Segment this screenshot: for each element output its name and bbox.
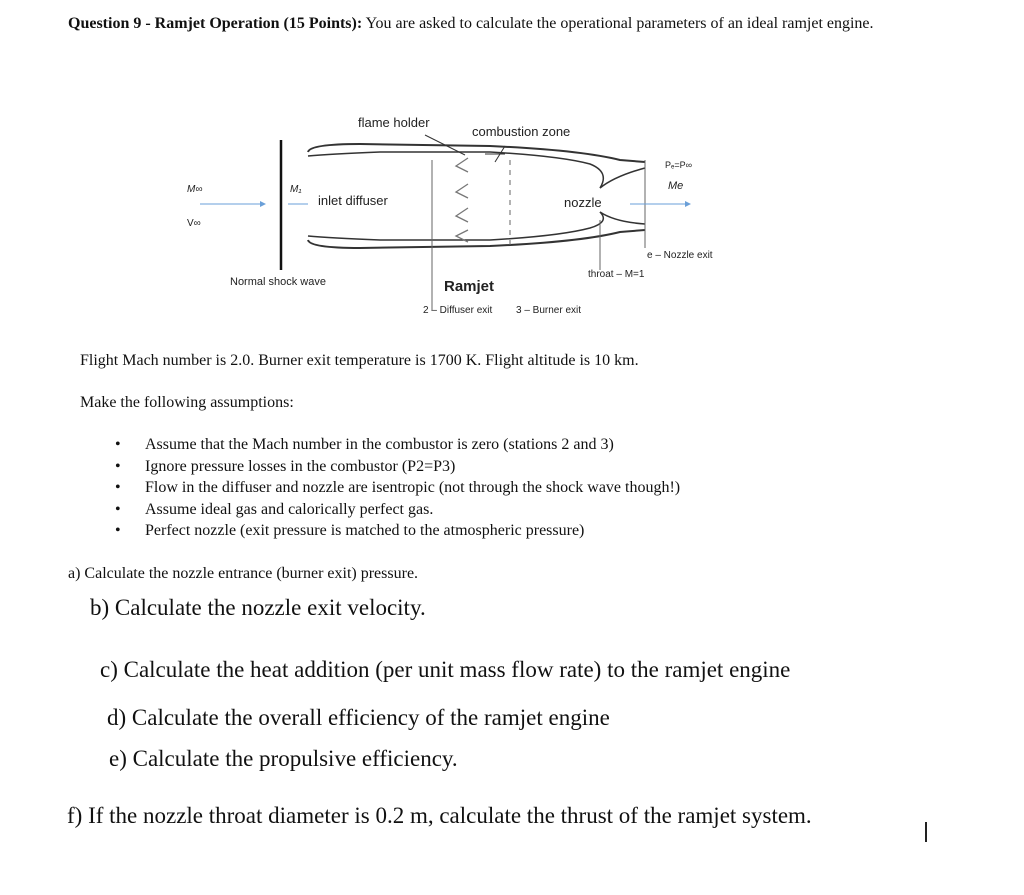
- label-normal-shock: Normal shock wave: [230, 276, 326, 288]
- label-burner-exit: 3 – Burner exit: [516, 305, 582, 316]
- label-nozzle-exit: e – Nozzle exit: [647, 250, 713, 261]
- label-flame-holder: flame holder: [358, 115, 430, 130]
- label-m1: M₁: [290, 184, 302, 195]
- part-b: b) Calculate the nozzle exit velocity.: [90, 595, 426, 620]
- assumptions-list: [110, 434, 680, 542]
- flame-holder: [456, 158, 468, 242]
- bullet-icon: •: [115, 479, 121, 496]
- label-m-inf: M∞: [187, 184, 203, 195]
- bullet-icon: •: [115, 457, 121, 475]
- freestream-arrowhead: [260, 201, 266, 207]
- label-pe-pinf: Pₑ=P∞: [665, 160, 693, 170]
- list-item: • Assume ideal gas and calorically perfect gas.: [110, 499, 680, 521]
- exit-arrowhead: [685, 201, 691, 207]
- label-throat: throat – M=1: [588, 269, 645, 280]
- given-conditions: Flight Mach number is 2.0. Burner exit temperature is 1700 K. Flight altitude is 10 km.: [80, 352, 639, 369]
- bullet-icon: •: [115, 500, 121, 518]
- part-f: f) If the nozzle throat diameter is 0.2 m, calculate the thrust of the ramjet system.: [67, 803, 812, 828]
- label-me: Me: [668, 180, 684, 192]
- assumptions-intro: Make the following assumptions:: [80, 394, 294, 411]
- list-item: • Ignore pressure losses in the combustor (P2=P3): [110, 456, 680, 478]
- ramjet-diagram: [160, 100, 740, 330]
- label-v-inf: V∞: [187, 218, 201, 229]
- part-d: d) Calculate the overall efficiency of the ramjet engine: [107, 705, 610, 730]
- lower-nozzle-lip: [600, 212, 645, 224]
- bullet-icon: •: [115, 522, 121, 539]
- ramjet-schematic: [160, 100, 740, 330]
- text-cursor: [925, 822, 927, 842]
- label-combustion-zone: combustion zone: [472, 124, 571, 139]
- question-title-bold: Question 9 - Ramjet Operation (15 Points):: [68, 15, 363, 32]
- upper-nozzle-lip: [600, 168, 645, 188]
- upper-inner-wall: [308, 152, 603, 188]
- list-item: • Perfect nozzle (exit pressure is matched to the atmospheric pressure): [110, 520, 680, 542]
- label-nozzle: nozzle: [564, 195, 602, 210]
- label-inlet-diffuser: inlet diffuser: [318, 193, 388, 208]
- list-item: • Assume that the Mach number in the combustor is zero (stations 2 and 3): [110, 434, 680, 456]
- bullet-icon: •: [115, 436, 121, 453]
- part-c: c) Calculate the heat addition (per unit mass flow rate) to the ramjet engine: [100, 657, 791, 682]
- label-diffuser-exit: 2 – Diffuser exit: [423, 305, 493, 316]
- part-a: a) Calculate the nozzle entrance (burner exit) pressure.: [68, 565, 419, 582]
- question-title: [68, 14, 888, 34]
- label-ramjet: Ramjet: [444, 278, 495, 295]
- list-item: • Flow in the diffuser and nozzle are isentropic (not through the shock wave though!): [110, 477, 680, 499]
- question-title-rest: You are asked to calculate the operational parameters of an ideal ramjet engine.: [362, 15, 874, 32]
- part-e: e) Calculate the propulsive efficiency.: [109, 746, 458, 771]
